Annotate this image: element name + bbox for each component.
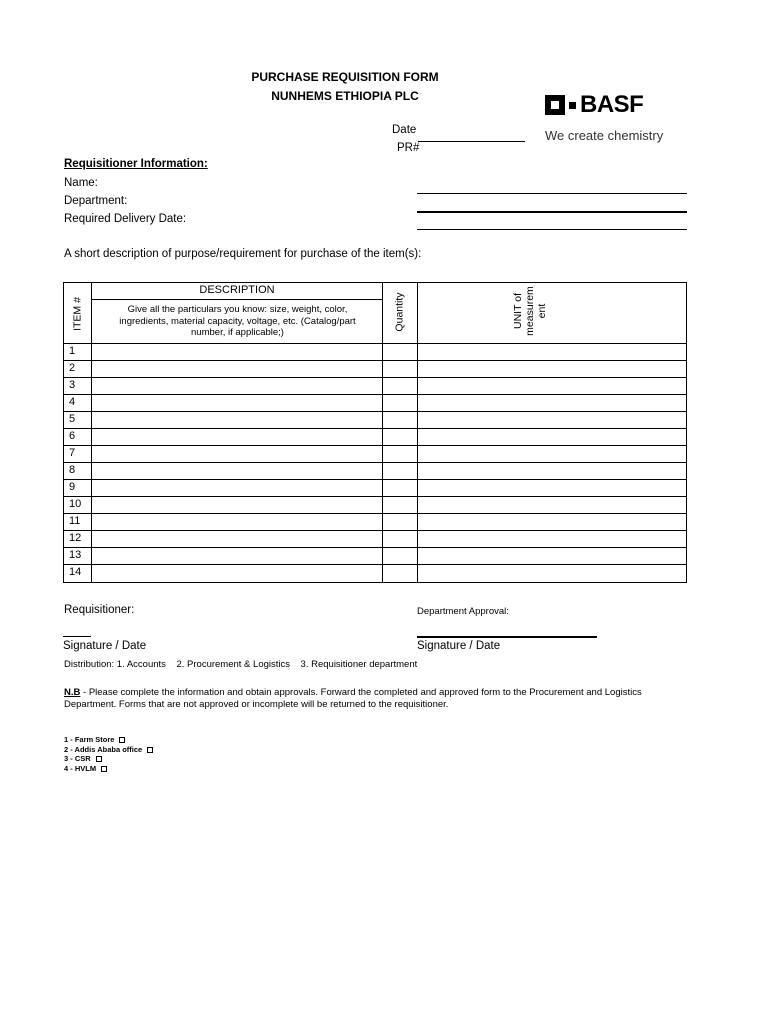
- description-cell[interactable]: [92, 344, 382, 360]
- row-number: 8: [69, 464, 76, 476]
- description-cell[interactable]: [92, 429, 382, 445]
- row-number: 10: [69, 498, 82, 510]
- checkbox-icon[interactable]: [96, 756, 102, 762]
- quantity-cell[interactable]: [383, 429, 417, 445]
- description-cell[interactable]: [92, 361, 382, 377]
- requisitioner-signature-label: Signature / Date: [63, 640, 147, 652]
- unit-cell[interactable]: [418, 395, 686, 411]
- description-cell[interactable]: [92, 378, 382, 394]
- name-field[interactable]: [417, 193, 687, 194]
- unit-cell[interactable]: [418, 344, 686, 360]
- requisitioner-signature-line[interactable]: [63, 636, 91, 637]
- date-label: Date: [392, 124, 417, 136]
- unit-cell[interactable]: [418, 531, 686, 547]
- unit-header: [512, 281, 556, 341]
- department-approval-label: Department Approval:: [417, 606, 509, 617]
- logo-tagline: We create chemistry: [545, 128, 664, 143]
- quantity-cell[interactable]: [383, 395, 417, 411]
- row-number: 4: [69, 396, 76, 408]
- description-cell[interactable]: [92, 463, 382, 479]
- unit-header-line: ent: [536, 303, 548, 319]
- unit-cell[interactable]: [418, 361, 686, 377]
- approval-signature-line[interactable]: [417, 636, 597, 638]
- note-prefix: N.B: [64, 687, 81, 698]
- distribution-text: Distribution: 1. Accounts 2. Procurement & Logistics 3. Requisitioner department: [64, 659, 418, 670]
- form-title: PURCHASE REQUISITION FORM: [251, 70, 439, 84]
- company-name: NUNHEMS ETHIOPIA PLC: [271, 89, 419, 103]
- checkbox-icon[interactable]: [147, 747, 153, 753]
- unit-cell[interactable]: [418, 565, 686, 581]
- pr-label: PR#: [397, 142, 420, 154]
- description-cell[interactable]: [92, 412, 382, 428]
- unit-cell[interactable]: [418, 514, 686, 530]
- quantity-cell[interactable]: [383, 361, 417, 377]
- unit-header-line: UNIT of: [512, 293, 524, 329]
- items-table: [63, 282, 687, 583]
- unit-cell[interactable]: [418, 463, 686, 479]
- note-text: - Please complete the information and obtain approvals. Forward the completed and approved form to the Procurement and Logistics Department. Forms that are not approved or incomplete will be returned to the requisitioner.: [64, 687, 642, 710]
- row-number: 3: [69, 379, 76, 391]
- unit-cell[interactable]: [418, 497, 686, 513]
- unit-cell[interactable]: [418, 480, 686, 496]
- quantity-cell[interactable]: [383, 548, 417, 564]
- unit-cell[interactable]: [418, 378, 686, 394]
- row-number: 6: [69, 430, 76, 442]
- description-cell[interactable]: [92, 497, 382, 513]
- date-field[interactable]: [418, 141, 525, 142]
- location-item: 1 - Farm Store: [64, 735, 153, 745]
- description-cell[interactable]: [92, 395, 382, 411]
- name-label: Name:: [64, 177, 98, 189]
- description-cell[interactable]: [92, 531, 382, 547]
- quantity-cell[interactable]: [383, 412, 417, 428]
- description-cell[interactable]: [92, 548, 382, 564]
- description-header: DESCRIPTION: [199, 284, 275, 296]
- locations-list: [64, 735, 153, 773]
- checkbox-icon[interactable]: [101, 766, 107, 772]
- basf-logo: [545, 91, 675, 145]
- description-cell[interactable]: [92, 480, 382, 496]
- row-number: 7: [69, 447, 76, 459]
- department-field[interactable]: [417, 211, 687, 213]
- row-number: 2: [69, 362, 76, 374]
- purpose-label: A short description of purpose/requirement for purchase of the item(s):: [64, 248, 422, 260]
- item-header: ITEM #: [71, 297, 84, 331]
- delivery-date-label: Required Delivery Date:: [64, 213, 187, 225]
- department-label: Department:: [64, 195, 128, 207]
- requisitioner-heading: Requisitioner Information:: [64, 158, 208, 170]
- logo-brand: BASF: [580, 91, 644, 118]
- description-cell[interactable]: [92, 514, 382, 530]
- row-number: 1: [69, 345, 76, 357]
- unit-cell[interactable]: [418, 446, 686, 462]
- unit-header-line: measurem: [524, 286, 536, 336]
- unit-cell[interactable]: [418, 412, 686, 428]
- description-cell[interactable]: [92, 565, 382, 581]
- location-item: 3 - CSR: [64, 754, 153, 764]
- description-header-divider: [92, 299, 382, 300]
- quantity-cell[interactable]: [383, 514, 417, 530]
- row-number: 13: [69, 549, 82, 561]
- checkbox-icon[interactable]: [119, 737, 125, 743]
- unit-cell[interactable]: [418, 548, 686, 564]
- row-number: 5: [69, 413, 76, 425]
- quantity-cell[interactable]: [383, 497, 417, 513]
- quantity-cell[interactable]: [383, 446, 417, 462]
- logo-dot-icon: [569, 102, 576, 109]
- row-number: 12: [69, 532, 82, 544]
- description-subheader: Give all the particulars you know: size, weight, color, ingredients, material capacity, voltage, etc. (Catalog/part number, if applicable;): [119, 304, 356, 338]
- location-item: 4 - HVLM: [64, 764, 153, 774]
- requisitioner-label: Requisitioner:: [64, 604, 135, 616]
- location-item: 2 - Addis Ababa office: [64, 745, 153, 755]
- quantity-cell[interactable]: [383, 344, 417, 360]
- quantity-cell[interactable]: [383, 531, 417, 547]
- quantity-cell[interactable]: [383, 480, 417, 496]
- unit-cell[interactable]: [418, 429, 686, 445]
- quantity-cell[interactable]: [383, 378, 417, 394]
- row-number: 11: [69, 515, 81, 527]
- delivery-date-field[interactable]: [417, 229, 687, 230]
- note-paragraph: [64, 687, 674, 711]
- quantity-header: Quantity: [393, 292, 406, 332]
- description-cell[interactable]: [92, 446, 382, 462]
- logo-square-icon: [545, 95, 565, 115]
- quantity-cell[interactable]: [383, 565, 417, 581]
- row-number: 9: [69, 481, 76, 493]
- approval-signature-label: Signature / Date: [417, 640, 501, 652]
- row-number: 14: [69, 566, 82, 578]
- quantity-cell[interactable]: [383, 463, 417, 479]
